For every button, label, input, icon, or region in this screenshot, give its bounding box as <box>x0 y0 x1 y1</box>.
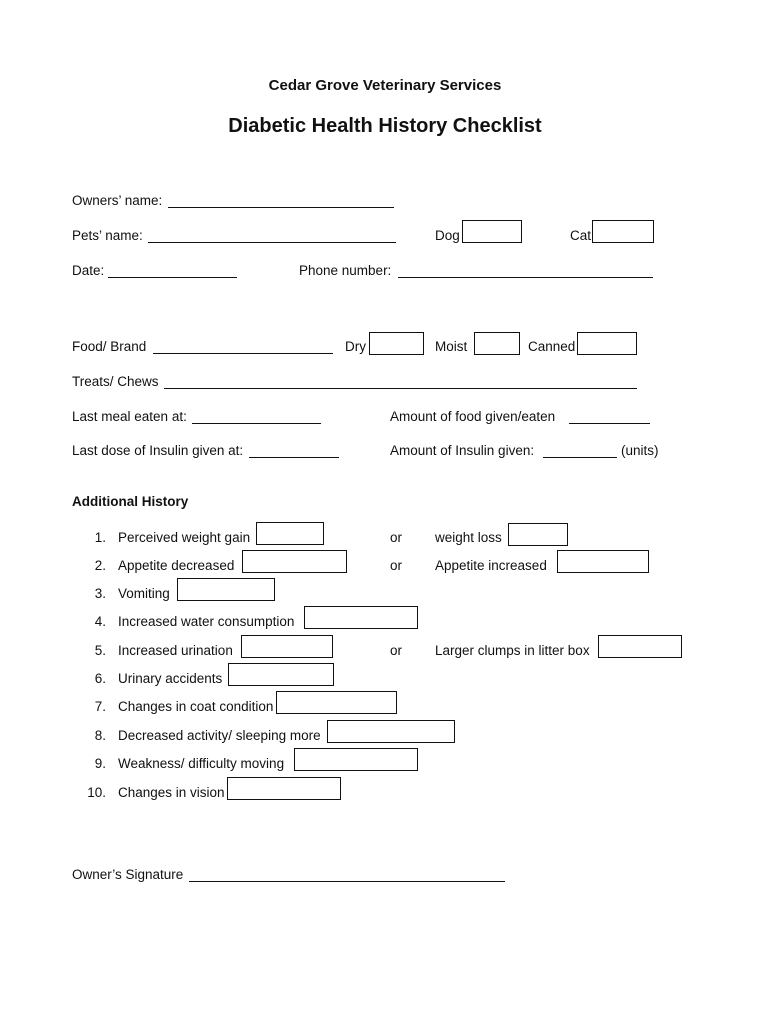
dog-checkbox[interactable] <box>462 220 522 243</box>
weakness-checkbox[interactable] <box>294 748 418 771</box>
item-number: 5. <box>94 643 106 658</box>
pets-name-label: Pets’ name: <box>72 228 143 243</box>
appetite-increased-checkbox[interactable] <box>557 550 649 573</box>
item-alt-weight-loss: weight loss <box>435 530 502 545</box>
signature-field[interactable] <box>189 881 505 882</box>
last-dose-label: Last dose of Insulin given at: <box>72 443 244 458</box>
item-label-coat-condition: Changes in coat condition <box>118 699 274 714</box>
coat-condition-checkbox[interactable] <box>276 691 397 714</box>
decreased-activity-checkbox[interactable] <box>327 720 455 743</box>
item-label-vision: Changes in vision <box>118 785 225 800</box>
or-label: or <box>390 558 403 573</box>
cat-checkbox[interactable] <box>592 220 654 243</box>
item-number: 9. <box>94 756 106 771</box>
phone-label: Phone number: <box>299 263 392 278</box>
item-number: 4. <box>94 614 106 629</box>
or-label: or <box>390 530 403 545</box>
item-number: 6. <box>94 671 106 686</box>
item-label-weight-gain: Perceived weight gain <box>118 530 251 545</box>
last-meal-field[interactable] <box>192 423 321 424</box>
item-number: 2. <box>94 558 106 573</box>
urination-checkbox[interactable] <box>241 635 333 658</box>
item-label-urination: Increased urination <box>118 643 233 658</box>
phone-field[interactable] <box>398 277 653 278</box>
item-label-water-consumption: Increased water consumption <box>118 614 295 629</box>
canned-checkbox[interactable] <box>577 332 637 355</box>
units-label: (units) <box>621 443 659 458</box>
item-number: 10. <box>87 785 106 800</box>
amount-insulin-field[interactable] <box>543 457 617 458</box>
urinary-accidents-checkbox[interactable] <box>228 663 334 686</box>
food-brand-label: Food/ Brand <box>72 339 147 354</box>
organization-name: Cedar Grove Veterinary Services <box>268 77 502 94</box>
litter-clumps-checkbox[interactable] <box>598 635 682 658</box>
treats-label: Treats/ Chews <box>72 374 159 389</box>
amount-food-field[interactable] <box>569 423 650 424</box>
item-number: 3. <box>94 586 106 601</box>
signature-label: Owner’s Signature <box>72 867 184 882</box>
water-consumption-checkbox[interactable] <box>304 606 418 629</box>
owners-name-label: Owners’ name: <box>72 193 163 208</box>
dry-checkbox[interactable] <box>369 332 424 355</box>
owners-name-field[interactable] <box>168 207 394 208</box>
last-dose-field[interactable] <box>249 457 339 458</box>
moist-checkbox[interactable] <box>474 332 520 355</box>
amount-food-label: Amount of food given/eaten <box>390 409 556 424</box>
vision-checkbox[interactable] <box>227 777 341 800</box>
item-label-urinary-accidents: Urinary accidents <box>118 671 223 686</box>
or-label: or <box>390 643 403 658</box>
date-field[interactable] <box>108 277 237 278</box>
item-number: 1. <box>94 530 106 545</box>
food-brand-field[interactable] <box>153 353 333 354</box>
date-label: Date: <box>72 263 105 278</box>
dog-label: Dog <box>435 228 460 243</box>
treats-field[interactable] <box>164 388 637 389</box>
item-alt-appetite-increased: Appetite increased <box>435 558 547 573</box>
item-label-weakness: Weakness/ difficulty moving <box>118 756 285 771</box>
moist-label: Moist <box>435 339 468 354</box>
cat-label: Cat <box>570 228 592 243</box>
item-label-decreased-activity: Decreased activity/ sleeping more <box>118 728 321 743</box>
item-number: 8. <box>94 728 106 743</box>
appetite-decreased-checkbox[interactable] <box>242 550 347 573</box>
additional-history-heading: Additional History <box>72 494 189 509</box>
weight-loss-checkbox[interactable] <box>508 523 568 546</box>
last-meal-label: Last meal eaten at: <box>72 409 187 424</box>
item-label-appetite-decreased: Appetite decreased <box>118 558 235 573</box>
dry-label: Dry <box>345 339 366 354</box>
amount-insulin-label: Amount of Insulin given: <box>390 443 535 458</box>
vomiting-checkbox[interactable] <box>177 578 275 601</box>
page-title: Diabetic Health History Checklist <box>228 115 542 137</box>
canned-label: Canned <box>528 339 576 354</box>
pets-name-field[interactable] <box>148 242 396 243</box>
item-label-vomiting: Vomiting <box>118 586 170 601</box>
weight-gain-checkbox[interactable] <box>256 522 324 545</box>
item-number: 7. <box>94 699 106 714</box>
item-alt-litter-clumps: Larger clumps in litter box <box>435 643 590 658</box>
